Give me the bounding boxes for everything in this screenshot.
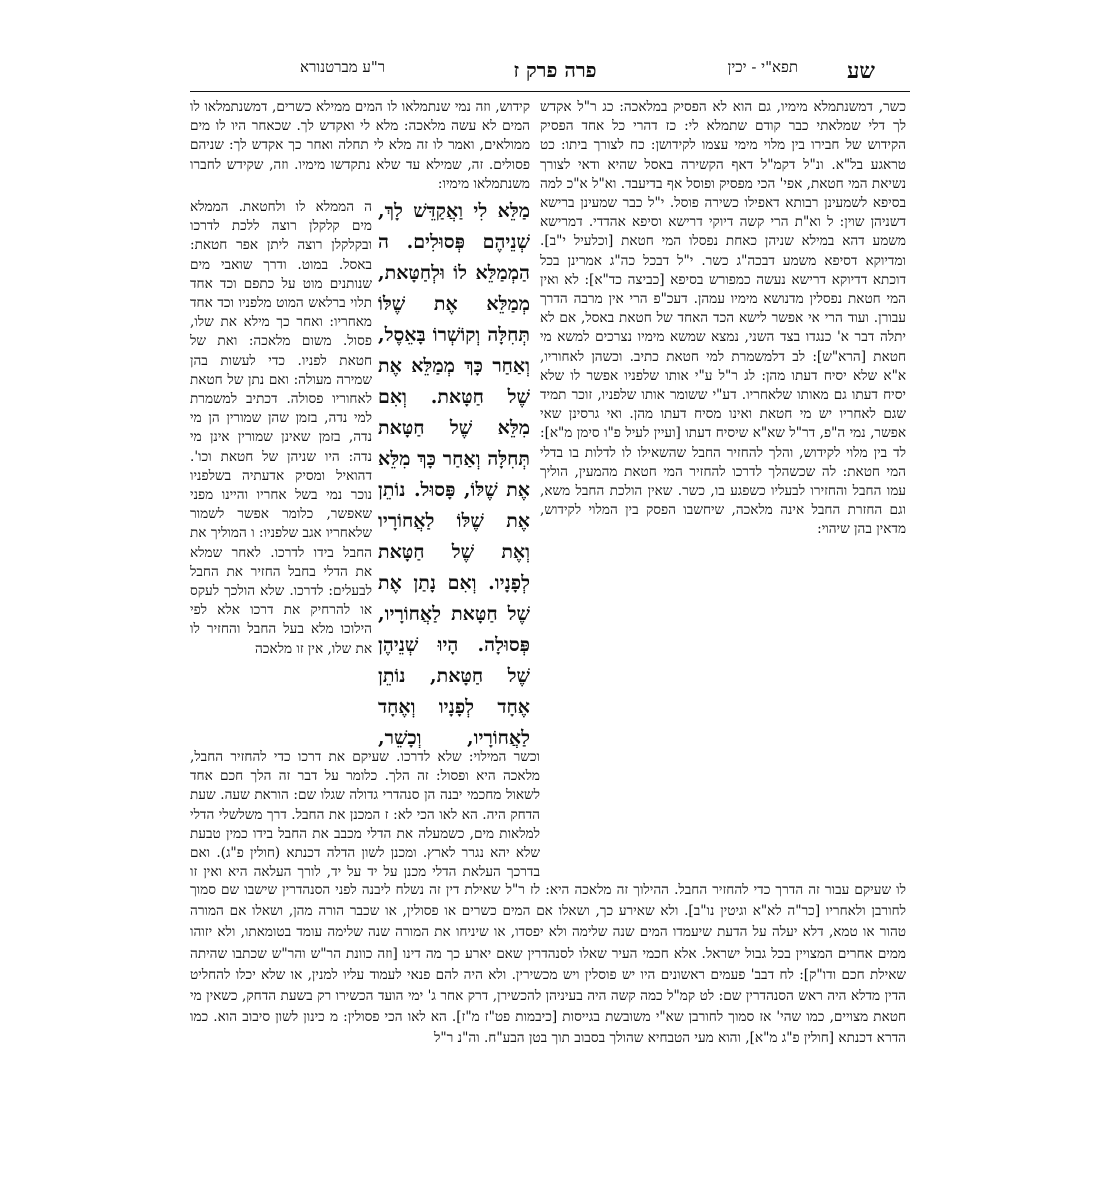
mishnah-text: מַלֵּא לִי וַאֲקַדֵּשׁ לָךְ, שְׁנֵיהֶם פְּסוּלִים. ה הַמְמַלֵּא לוֹ וּלְחַטָּאת, מְמַלֵּא אֶת שֶׁלּוֹ תְּחִלָּה וְקוֹשְׁרוֹ בָּאֵסֶל, וְאַחַר כָּךְ מְמַלֵּא אֶת שֶׁל חַטָּאת. וְאִם מִלֵּא שֶׁל חַטָּאת תְּחִלָּה וְאַחַר כָּךְ מִלֵּא אֶת שֶׁלּוֹ, פָּסוּל. נוֹתֵן אֶת שֶׁלּוֹ לַאֲחוֹרָיו וְאֶת שֶׁל חַטָּאת לְפָנָיו. וְאִם נָתַן אֶת שֶׁל חַטָּאת לַאֲחוֹרָיו, פְּסוּלָה. הָיוּ שְׁנֵיהֶן שֶׁל חַטָּאת, נוֹתֵן אֶחָד לְפָנָיו וְאֶחָד לַאֲחוֹרָיו, וְכָשֵׁר, [378,200,530,748]
bartenura-commentary-bottom [190,748,540,880]
yachin-bottom-text: לו שעיקם עבור זה הדרך כדי להחזיר החבל. ההילוך זה מלאכה היא: לז ר"ל שאילת דין זה נשלח ליבנה לפני הסנהדרין שישבו שם סמוך לחורבן ולאחריו [כר"ה לא"א וגיטין נו"ב]. ולא שאירע כך, ושאלו אם המים כשרים או פסולין, או שכבר הורה מהן, ושאלו אם המורה טהור או טמא, דלא יעלה על הדעת שיעמדו המים שנה שלימה ולא יפסדו, או שיניחו את המורה שנה שלימה עומד בטומאתו, ולא יזוהו ממים אחרים המצויין בכל גבול ישראל. אלא חכמי העיר שאלו לסנהדרין שאם יארע כך מה דינו [וזה כוונת הר"ש והר"ש שכתבו שהיתה שאילת חכם ודו"ק]: לח דבב' פעמים ראשונים היו יש פוסלין ויש מכשירין. ולא היה להם פנאי לעמוד עליו למנין, או שלא יכלו להחליט הדין מדלא היה ראש הסנהדרין שם: לט קמ"ל כמה קשה היה בעיניהן להכשירן, דרק אחר ג' ימי הועד הכשירו רק בשעת הדחק, כשאין מי חטאת מצויים, כמו שהי' אז סמוך לחורבן שא"י משובשת בגייסות [כיבמות פט"ז מ"ז]. הא לאו הכי פסולין: מ כינון לשון סיבוב הוא. כמו הדרא דכנתא [חולין פ"ג מ"א], והוא מעי הטבחיא שהולך בסבוב תוך בטן הבע"ח. וה"נ ר"ל [190,882,906,1047]
bartenura-bottom-text: וכשר המילוי: שלא לדרכו. שעיקם את דרכו כדי להחזיר החבל, מלאכה היא ופסול: זה הלך. כלומר על דבר זה הלך חכם אחד לשאול מחכמי יבנה הן סנהדרי גדולה שגלו שם: הוראת שעה. שעת הדחק היה. הא לאו הכי לא: ז המכנן את החבל. דרך משלשלי הדלי למלאות מים, כשמעלה את הדלי מכבב את החבל בידו כמין טבעת שלא יהא נגרר לארץ. ומכנן לשון הדלה דכנתא (חולין פ"ג). ואם בדרכך העלאת הדלי מכנן על יד על יד, לורך העלאה היא ואין זו [190,749,540,880]
mishnah-text-column [378,196,530,748]
yachin-top-text: כשר, דמשנתמלא מימיו, גם הוא לא הפסיק במלאכה: כג ר"ל אקדש לך דלי שמלאתי כבר קודם שתמלא לי: כז דהרי כל אחד הפסיק הקידוש של חבירו בין מלוי מימי עצמו לקידושן: כח לצורך ביתו: כט טראגע בל"א. ונ"ל דקמ"ל דאף הקשירה באסל שהיא ודאי לצורך נשיאת המי חטאת, אפי' הכי מפסיק ופוסל אף בדיעבד. וא"ל א"כ למה בסיפא לשמעינן רבותא דאפילו כשירה פוסל. י"ל כבר שמעינן ברישא דשניהן שוין: ל וא"ת הרי קשה דיוקי דרישא וסיפא אהדדי. דמרישא משמע דהא במילא שניהן כאחת נפסלו המי חטאת [וכלעיל י"ב]. ומדיוקא דסיפא משמע דבכה"ג כשר. י"ל דבכל כה"ג אמרינן בכל דוכתא דדיוקא דרישא נעשה כמפורש בסיפא [כביצה כד"א]: לא ואין המי חטאת נפסלין מדנושא מימיו עמהן. דעכ"פ הרי אין מרבה הדרך עבורן. ועוד הרי אי אפשר לישא הכד האחד של חטאת באסל, אם לא יתלה דבר א' כנגדו בצד השני, נמצא שמשא מימיו נצרכים למשא מי חטאת [הרא"ש]: לב דלמשמרת למי חטאת כתיב. וכשהן לאחוריו, א"א שלא יסיח דעתו מהן: לג ר"ל ע"י אותו שלפניו אפשר לו שלא יסיח דעתו גם מאותו שלאחריו. דע"י ששומר אותו שלפניו, זוכר תמיד שגם לאחריו יש מי חטאת ואינו מסיח דעתו מהן. ואי גרסינן שאי אפשר, נמי ה"פ, דר"ל שא"א שיסיח דעתו [ועיין לעיל פ"ו סימן מ"א]: לד בין מלוי לקידוש, והלך להחזיר החבל שהשאילו לו לדלות בו בדלי המי חטאת: לה שכשהלך לדרכו להחזיר המי חטאת מהמעין, הוליך עמו החבל והחזירו לבעליו כשפגע בו, כשר. שאין הולכת החבל משא, וגם החזרת החבל אינה מלאכה, שיחשבו הפסק בין המלוי לקידוש, מדאין בהן שיהוי: [540,99,906,538]
running-header-yachin: תפא"י - יכין [727,58,798,76]
bartenura-top-text: קידוש, וזה נמי שנתמלאו לו המים ממילא כשרים, דמשנתמלאו לו המים לא עשה מלאכה: מלא לי ואקדש לך. שכאחר היו לו מים ממולאים, ואמר לו זה מלא לי תחלה ואחר כך אקדש לך: שניהם פסולים. זה, שמילא עד שלא נתקדשו מימיו. וזה, שקידש לחברו משנתמלאו מימיו: [190,99,530,192]
chapter-title: פרה פרק ז [513,58,597,82]
yachin-commentary-column [540,98,906,746]
bartenura-commentary-top [190,98,530,198]
page-number: שע [846,58,875,84]
yachin-commentary-bottom [190,880,906,1180]
header-rule [190,91,910,92]
bartenura-side-text: ה הממלא לו ולחטאת. הממלא מים קלקלן רוצה ללכת לדרכו ובקלקלן רוצה ליתן אפר חטאת: באסל. במוט. ודרך שואבי מים שנותנים מוט על כתפם וכד אחד תלוי ברלאש המוט מלפניו וכד אחד מאחריו: ואחר כך מילא את שלו, פסול. משום מלאכה: ואת של חטאת לפניו. כדי לעשות בהן שמירה מעולה: ואם נתן של חטאת לאחוריו פסולה. דכתיב למשמרת למי נדה, בזמן שהן שמורין הן מי נדה, בזמן שאינן שמורין אינן מי נדה: היו שניהן של חטאת וכו'. דהואיל ומסיק אדעתיה בשלפניו נוכר נמי בשל אחריו והיינו מפני שאפשר, כלומר אפשר לשמור שלאחריו אגב שלפניו: ו המוליך את החבל בידו לדרכו. לאחר שמלא את הדלי בחבל החזיר את החבל לבעלים: לדרכו. שלא הולכך לעקס או להרחיק את דרכו אלא לפי הילוכו מלא בעל החבל והחזיר לו את שלו, אין זו מלאכה [190,199,372,657]
bartenura-commentary-side [190,198,372,746]
running-header-bartenura: ר"ע מברטנורא [300,58,386,76]
